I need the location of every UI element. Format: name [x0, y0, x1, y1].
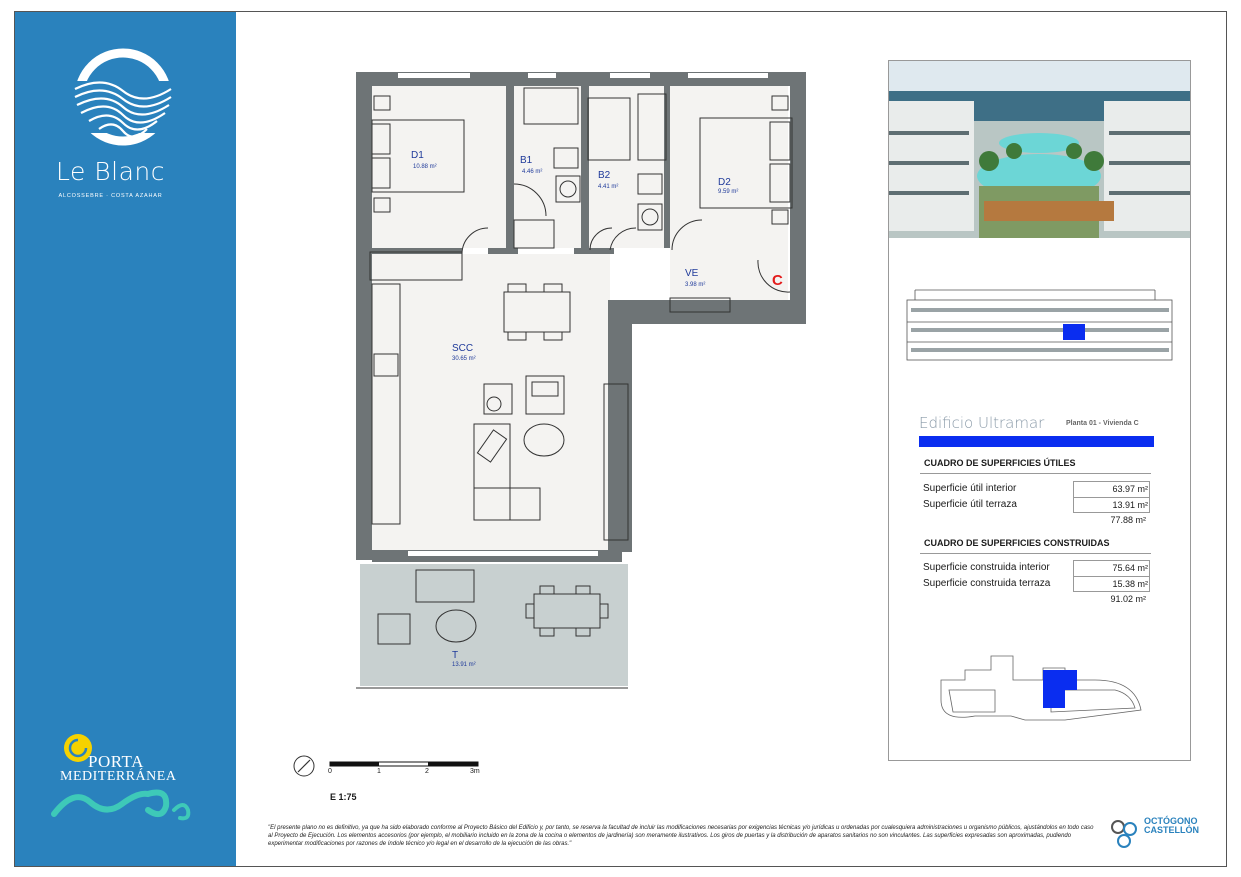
scale-tick-3: 3m [470, 768, 480, 775]
architect-name [1144, 817, 1199, 835]
accent-bar [919, 436, 1154, 447]
useful-interior-value: 63.97 m² [1112, 484, 1148, 494]
useful-interior-label: Superficie útil interior [923, 483, 1017, 494]
room-area-d2: 9.59 m² [718, 189, 739, 195]
room-label-b2: B2 [598, 170, 611, 181]
architect-name-line2: CASTELLÓN [1144, 825, 1199, 835]
built-area-title: CUADRO DE SUPERFICIES CONSTRUIDAS [924, 538, 1110, 548]
built-terrace-label: Superficie construida terraza [923, 578, 1051, 589]
scale-tick-1: 1 [377, 768, 381, 775]
architect-name-line1: OCTÓGONO [1144, 816, 1198, 826]
le-blanc-logo-icon [63, 45, 183, 157]
scale-bar [290, 752, 490, 782]
useful-terrace-value: 13.91 m² [1112, 500, 1148, 510]
room-area-b1: 4.46 m² [522, 169, 543, 175]
useful-total-value: 77.88 m² [1110, 515, 1146, 525]
brand-name: Le Blanc [55, 157, 166, 186]
divider [1073, 576, 1150, 577]
room-area-d1: 10.88 m² [413, 164, 437, 170]
built-total-value: 91.02 m² [1110, 594, 1146, 604]
room-label-scc: SCC [452, 343, 474, 354]
scale-tick-0: 0 [328, 768, 332, 775]
divider [1073, 497, 1150, 498]
built-interior-label: Superficie construida interior [923, 562, 1050, 573]
building-render-image [889, 61, 1190, 238]
room-label-t: T [452, 650, 459, 661]
promoter-name-line2: MEDITERRÁNEA [60, 769, 177, 784]
key-plan-image [935, 650, 1145, 730]
brand-subtitle: ALCOSSEBRE · COSTA AZAHAR [58, 193, 163, 199]
scale-label: E 1:75 [330, 792, 357, 802]
octogono-logo-icon [1108, 817, 1142, 851]
terrace-area [360, 564, 628, 686]
legal-disclaimer: "El presente plano no es definitivo, ya que ha sido elaborado conforme al Proyecto Básico del Edificio y, por tanto, se reserva la facultad de incluir las modificaciones necesarias por exigencias técnicas y/o jurídicas u ordenadas por cualesquiera administraciones u organismo públicos, ajustándolos en todo caso al Proyecto de Ejecución. Los elementos accesorios (por ejemplo, el mobiliario incluido en la zona de la cocina o elementos de jardinería) son meramente ilustrativos. Los giros de puertas y la distribución de aparatos sanitarios no son vinculantes. Las superficies expresadas son aproximadas, pudiendo experimentar modificaciones por razones de índole técnico y/o legal en el desarrollo de la ejecución de las obras." [268, 825, 1094, 847]
room-label-d1: D1 [411, 150, 424, 161]
room-label-d2: D2 [718, 177, 731, 188]
room-label-ve: VE [685, 268, 699, 279]
divider [920, 553, 1151, 554]
useful-area-title: CUADRO DE SUPERFICIES ÚTILES [924, 458, 1076, 468]
scale-tick-2: 2 [425, 768, 429, 775]
promoter-name-line1: PORTA [88, 752, 144, 771]
unit-identifier: Planta 01 - Vivienda C [1066, 420, 1139, 427]
useful-terrace-label: Superficie útil terraza [923, 499, 1017, 510]
building-name: Edificio Ultramar [919, 414, 1045, 432]
built-terrace-value: 15.38 m² [1112, 579, 1148, 589]
room-area-ve: 3.98 m² [685, 282, 706, 288]
building-elevation-image [905, 282, 1175, 367]
room-label-b1: B1 [520, 155, 533, 166]
room-area-t: 13.91 m² [452, 662, 476, 668]
north-arrow-icon [294, 756, 314, 776]
built-interior-value: 75.64 m² [1112, 563, 1148, 573]
divider [920, 473, 1151, 474]
room-area-b2: 4.41 m² [598, 184, 619, 190]
entrance-door-mark: C [772, 272, 783, 289]
room-area-scc: 30.65 m² [452, 356, 476, 362]
